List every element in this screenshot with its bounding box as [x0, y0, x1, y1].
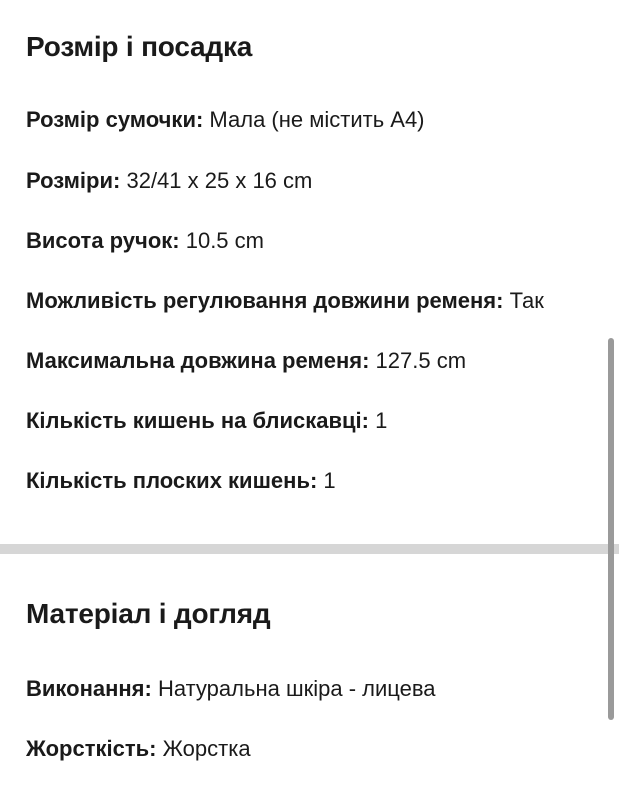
spec-label: Можливість регулювання довжини ременя:: [26, 288, 504, 313]
scrollbar-thumb[interactable]: [608, 338, 614, 720]
spec-row-finish: [26, 678, 436, 700]
spec-label: Розміри:: [26, 168, 121, 193]
spec-value: 32/41 x 25 x 16 cm: [126, 168, 313, 193]
spec-value: Так: [509, 288, 544, 313]
spec-row-strap-adjustable: [26, 290, 544, 312]
spec-value: Натуральна шкіра - лицева: [157, 676, 436, 701]
spec-label: Жорсткість:: [26, 736, 157, 761]
spec-value: 10.5 cm: [185, 228, 264, 253]
spec-row-zip-pockets: [26, 410, 387, 432]
spec-row-handle-height: [26, 230, 264, 252]
spec-label: Максимальна довжина ременя:: [26, 348, 370, 373]
spec-label: Кількість плоских кишень:: [26, 468, 318, 493]
spec-value: Мала (не містить А4): [209, 107, 425, 132]
material-care-title: Матеріал і догляд: [26, 598, 271, 629]
size-fit-title: Розмір і посадка: [26, 31, 253, 62]
spec-row-stiffness: [26, 738, 251, 760]
spec-label: Виконання:: [26, 676, 152, 701]
spec-value: 1: [375, 408, 388, 433]
spec-row-dimensions: [26, 170, 312, 192]
spec-row-bag-size: [26, 109, 425, 131]
spec-row-max-strap-length: [26, 350, 466, 372]
spec-value: Жорстка: [162, 736, 251, 761]
section-divider: [0, 544, 619, 554]
spec-label: Висота ручок:: [26, 228, 180, 253]
spec-label: Кількість кишень на блискавці:: [26, 408, 369, 433]
spec-value: 1: [323, 468, 336, 493]
spec-row-flat-pockets: [26, 470, 336, 492]
spec-label: Розмір сумочки:: [26, 107, 204, 132]
spec-value: 127.5 cm: [375, 348, 467, 373]
